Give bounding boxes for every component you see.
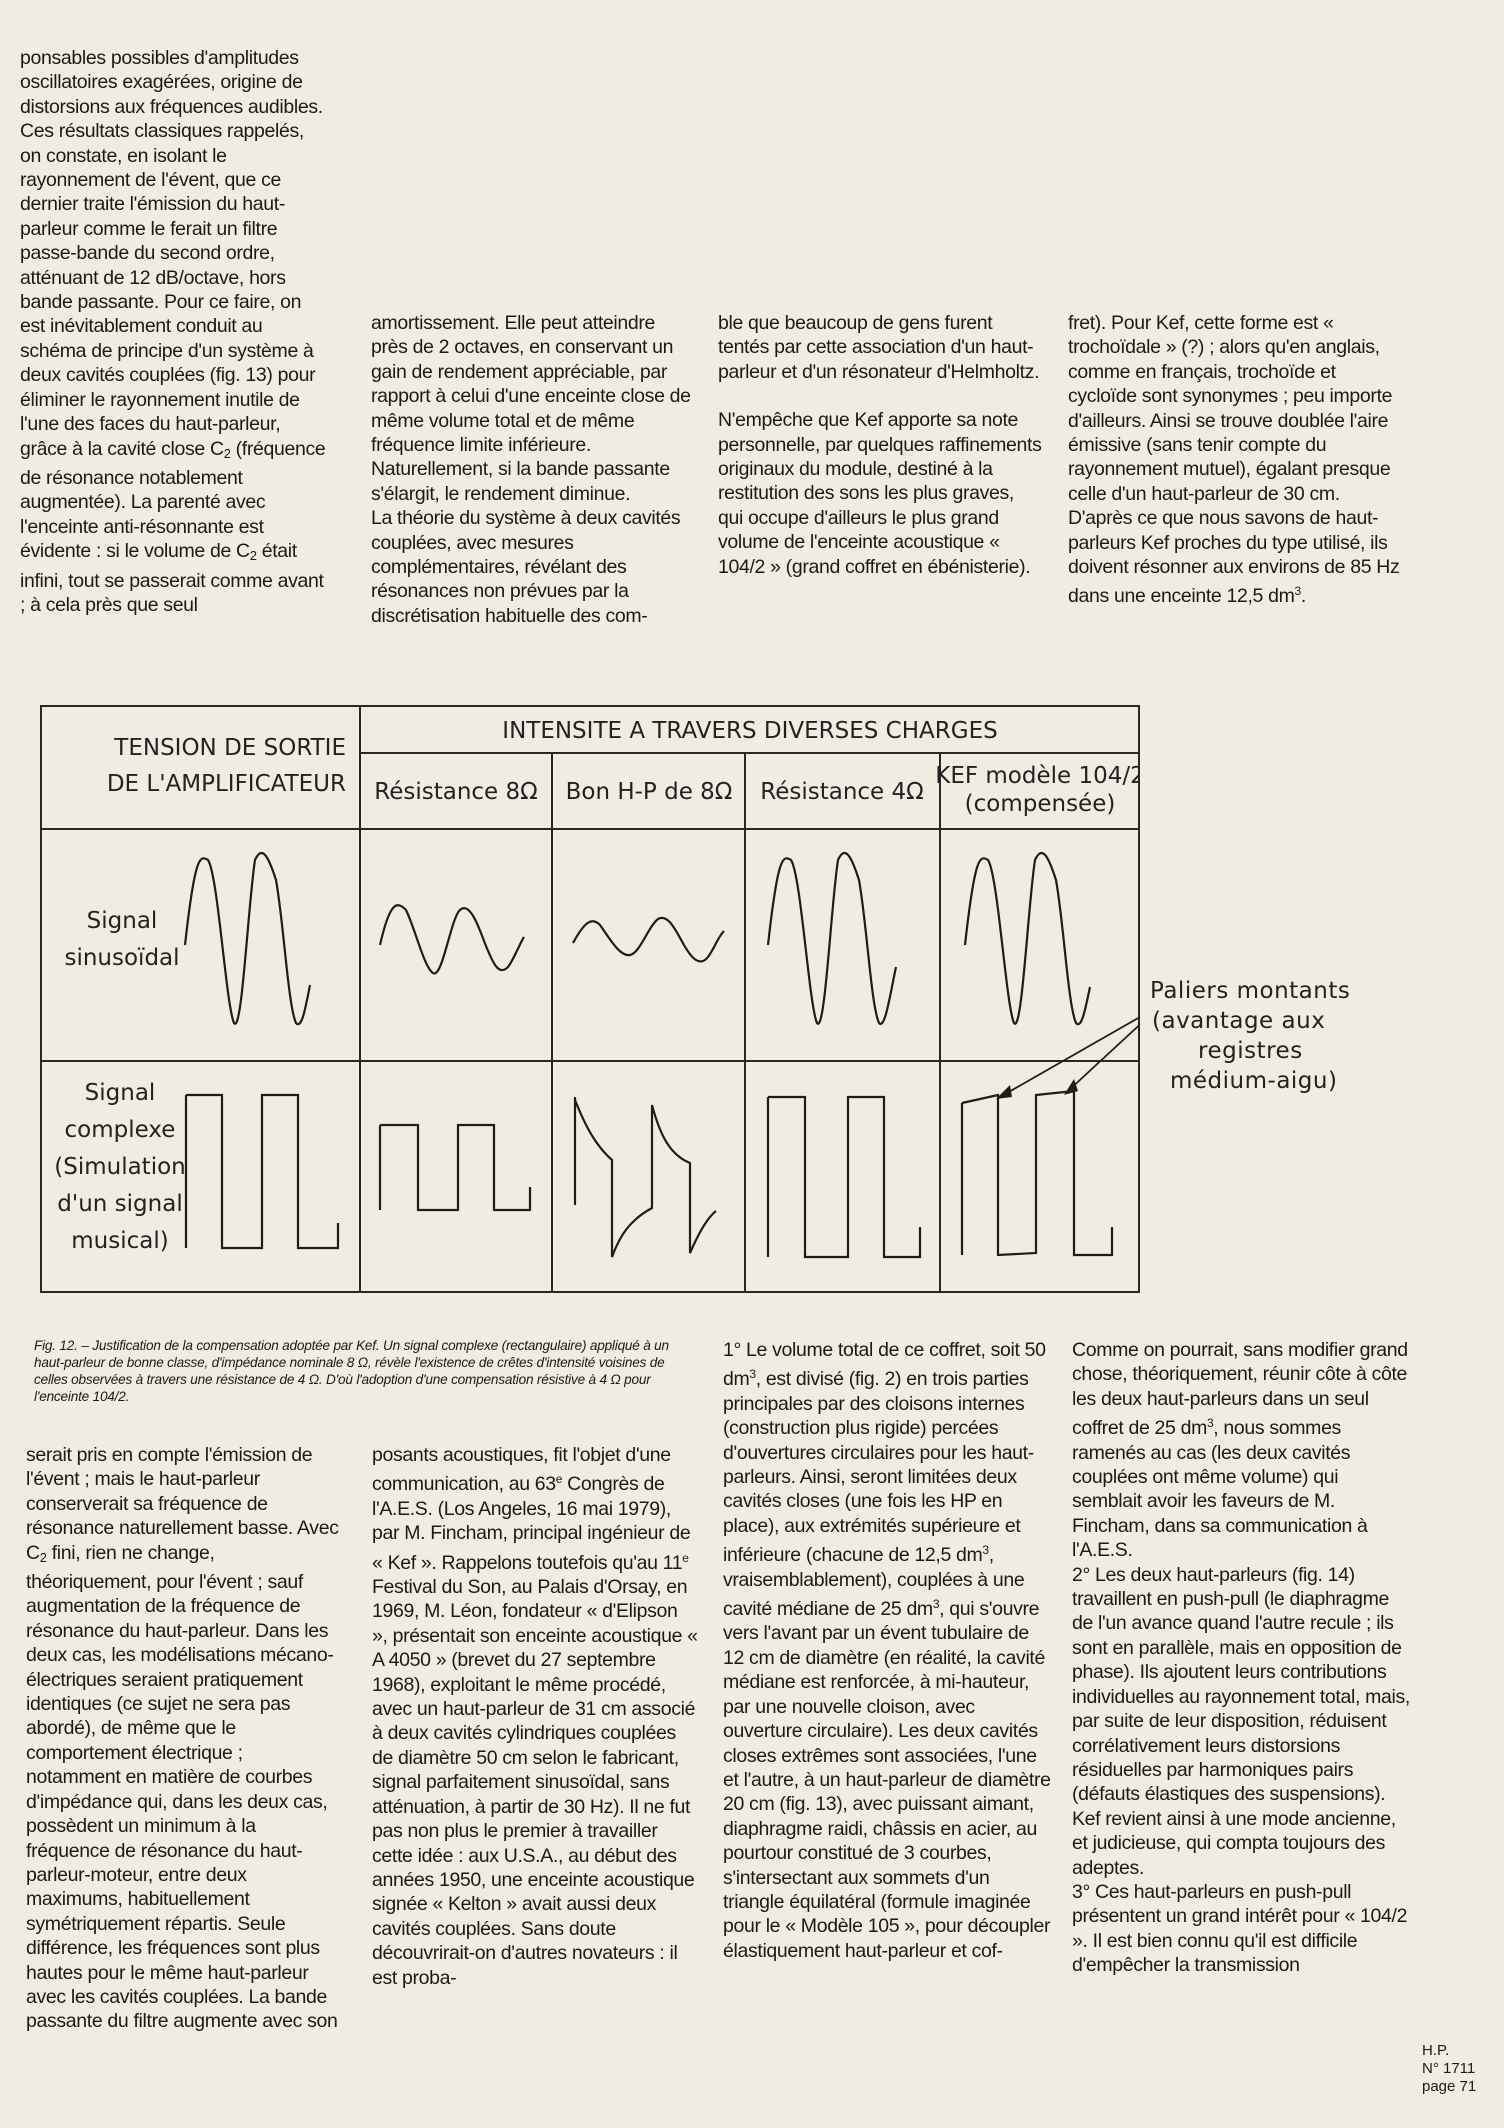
caption-label: Fig. 12. — [34, 1338, 78, 1353]
bottom-column-4 — [1072, 1338, 1410, 1978]
square-wave-amplifier — [186, 1095, 338, 1248]
row-label-complex-1: Signal — [84, 1080, 156, 1106]
square-wave-resistance-8 — [380, 1125, 530, 1210]
paragraph: fret). Pour Kef, cette forme est « trochoïdale » (?) ; alors qu'en anglais, comme en français, trochoïde et cycloïde sont synonymes ; peu importe d'ailleurs. Ainsi se trouve doublée l'aire émissive (sans tenir compte du rayonnement mutuel), égalant presque celle d'un haut-parleur de 30 cm. D'après ce que nous savons de haut-parleurs Kef proches du type utilisé, ils doivent résonner aux environs de 85 Hz dans une enceinte 12,5 $dm^3$. — [1068, 312, 1400, 608]
row-label-sinus-2: sinusoïdal — [64, 945, 180, 971]
waveform-table — [40, 705, 1140, 1293]
figure-caption — [34, 1337, 694, 1405]
row-label-complex-5: musical) — [71, 1228, 169, 1254]
sine-wave-resistance-8 — [380, 905, 524, 973]
paragraph: posants acoustiques, fit l'objet d'une communication, au 63e Congrès de l'A.E.S. (Los Angeles, 16 mai 1979), par M. Fincham, principal ingénieur de « Kef ». Rappelons toutefois qu'au 11e Festival du Son, au Palais d'Orsay, en 1969, M. Léon, fondateur « d'Elipson », présentait son enceinte acoustique « A 4050 » (brevet du 27 septembre 1968), exploitant le même procédé, avec un haut-parleur de 31 cm associé à deux cavités cylindriques couplées de diamètre 50 cm selon le fabricant, signal parfaitement sinusoïdal, sans atténuation, à partir de 30 Hz). Il ne fut pas non plus le premier à travailler cette idée : aux U.S.A., au début des années 1950, une enceinte acoustique signée « Kelton » avait aussi deux cavités couplées. Sans doute découvrirait-on d'autres novateurs : il est proba- — [372, 1444, 698, 1989]
col-header-kef-line-2: (compensée) — [964, 791, 1116, 817]
arrow-line-2 — [1068, 1005, 1140, 1091]
col-header-resistance-4: Résistance 4Ω — [760, 779, 924, 805]
square-wave-resistance-4 — [768, 1097, 920, 1257]
bottom-column-2 — [372, 1443, 698, 1990]
arrow-head-2 — [1064, 1079, 1078, 1095]
row-label-complex-2: complexe — [64, 1117, 176, 1143]
bottom-column-1 — [26, 1443, 342, 2034]
page-footer — [1422, 2042, 1492, 2096]
left-header-line-1: TENSION DE SORTIE — [114, 735, 346, 761]
footer-issue: N° 1711 — [1422, 2060, 1476, 2077]
paragraph: serait pris en compte l'émission de l'évent ; mais le haut-parleur conserverait sa fréquence de résonance naturellement basse. Avec $C_2$ fini, rien ne change, théoriquement, pour l'évent ; sauf augmentation de la fréquence de résonance du haut-parleur. Dans les deux cas, les modélisations mécano-électriques seraient pratiquement identiques (ce sujet ne sera pas abordé), de même que le comportement électrique ; notamment en matière de courbes d'impédance qui, dans les deux cas, possèdent un minimum à la fréquence de résonance du haut-parleur-moteur, entre deux maximums, habituellement symétriquement répartis. Seule différence, les fréquences sont plus hautes pour le même haut-parleur avec les cavités couplées. La bande passante du filtre augmente avec son — [26, 1444, 339, 2033]
sine-wave-amplifier — [185, 853, 310, 1024]
col-header-kef-line-1: KEF modèle 104/2 — [935, 763, 1140, 789]
top-column-4 — [1068, 311, 1408, 609]
footer-page-number: page 71 — [1422, 2078, 1477, 2095]
paragraph: ponsables possibles d'amplitudes oscillatoires exagérées, origine de distorsions aux fréquences audibles. — [20, 47, 323, 118]
top-column-1 — [20, 46, 328, 617]
row-label-sinus-1: Signal — [86, 908, 158, 934]
paragraph: La théorie du système à deux cavités couplées, avec mesures complémentaires, révélant des résonances non prévues par la discrétisation habituelle des com- — [371, 507, 681, 627]
arrow-line-1 — [1000, 1005, 1140, 1097]
paragraph: 3° Ces haut-parleurs en push-pull présentent un grand intérêt pour « 104/2 ». Il est bien connu qu'il est difficile d'empêcher la transmission — [1072, 1880, 1408, 1977]
col-header-hp-8: Bon H-P de 8Ω — [565, 779, 733, 805]
footer-magazine: H.P. — [1422, 2042, 1450, 2059]
paragraph: amortissement. Elle peut atteindre près de 2 octaves, en conservant un gain de rendement appréciable, par rapport à celui d'une enceinte close de même volume total et de même fréquence limite inférieure. Naturellement, si la bande passante s'élargit, le rendement diminue. — [371, 312, 691, 505]
row-label-complex-3: (Simulation — [54, 1154, 186, 1180]
row-label-complex-4: d'un signal — [57, 1191, 183, 1217]
arrow-head-1 — [996, 1085, 1012, 1099]
paragraph: Comme on pourrait, sans modifier grand chose, théoriquement, réunir côte à côte les deux haut-parleurs dans un seul coffret de 25 $dm^3$, nous sommes ramenés au cas (les deux cavités couplées ont même volume) qui semblait avoir les faveurs de M. Fincham, dans sa communication à l'A.E.S. — [1072, 1339, 1408, 1562]
paragraph: ble que beaucoup de gens furent tentés par cette association d'un haut-parleur et d'un résonateur d'Helmholtz. — [718, 312, 1040, 383]
paragraph: 2° Les deux haut-parleurs (fig. 14) travaillent en push-pull (le diaphragme de l'un avance quand l'autre recule ; ils sont en parallèle, mais en opposition de phase). Ils ajoutent leurs contributions individuelles au rayonnement total, mais, par suite de leur disposition, réduisent corrélativement leurs distorsions résiduelles par harmoniques pairs (défauts élastiques des suspensions). Kef revient ainsi à une mode ancienne, et judicieuse, qui compta toujours des adeptes. — [1072, 1563, 1410, 1879]
paragraph: 1° Le volume total de ce coffret, soit 50 $dm^3$, est divisé (fig. 2) en trois parties principales par des cloisons internes (construction plus rigide) percées d'ouvertures circulaires pour les haut-parleurs. Ainsi, seront limitées deux cavités closes (une fois les HP en place), aux extrémités supérieure et inférieure (chacune de 12,5 $dm^3$, vraisemblablement), couplées à une cavité médiane de 25 $dm^3$, qui s'ouvre vers l'avant par un évent tubulaire de 12 cm de diamètre (en réalité, la cavité médiane est renforcée, à mi-hauteur, par une nouvelle cloison, avec ouverture circulaire). Les deux cavités closes extrêmes sont associées, l'une et l'autre, à un haut-parleur de diamètre 20 cm (fig. 13), avec puissant aimant, diaphragme raidi, châssis en acier, au pourtour constitué de 3 courbes, s'intersectant aux sommets d'un triangle équilatéral (formule imaginée pour le « Modèle 105 », pour découpler élastiquement haut-parleur et cof- — [723, 1339, 1051, 1962]
col-header-resistance-8: Résistance 8Ω — [374, 779, 538, 805]
annotation-line: (avantage aux — [1152, 1008, 1326, 1034]
paragraph: N'empêche que Kef apporte sa note personnelle, par quelques raffinements originaux du module, destiné à la restitution des sons les plus graves, qui occupe d'ailleurs le plus grand volume de l'enceinte acoustique « 104/2 » (grand coffret en ébénisterie). — [718, 409, 1042, 578]
sine-wave-hp-8 — [573, 918, 724, 962]
annotation-paliers — [1150, 976, 1380, 1096]
top-column-2 — [371, 311, 695, 628]
bottom-column-3 — [723, 1338, 1053, 1963]
square-wave-kef — [962, 1091, 1112, 1255]
caption-text: – Justification de la compensation adoptée par Kef. Un signal complexe (rectangulaire) appliqué à un haut-parleur de bonne classe, d'impédance nominale 8 Ω, révèle l'existence de crêtes d'intensité voisines de celles observées à travers une résistance de 4 Ω. D'où l'adoption d'une compensation résistive à 4 Ω pour l'enceinte 104/2. — [34, 1338, 669, 1404]
sine-wave-kef — [965, 853, 1090, 1024]
annotation-line: Paliers montants — [1150, 978, 1351, 1004]
figure-12-diagram — [40, 705, 1140, 1293]
paragraph: Ces résultats classiques rappelés, on constate, en isolant le rayonnement de l'évent, que ce dernier traite l'émission du haut-parleur comme le ferait un filtre passe-bande du second ordre, atténuant de 12 dB/octave, hors bande passante. Pour ce faire, on est inévitablement conduit au schéma de principe d'un système à deux cavités couplées (fig. 13) pour éliminer le rayonnement inutile de l'une des faces du haut-parleur, grâce à la cavité close $C_2$ (fréquence de résonance notablement augmentée). La parenté avec l'enceinte anti-résonnante est évidente : si le volume de $C_2$ était infini, tout se passerait comme avant ; à cela près que seul — [20, 120, 326, 616]
complex-wave-hp-8 — [575, 1097, 716, 1257]
annotation-line: médium-aigu) — [1170, 1068, 1338, 1094]
top-column-3 — [718, 311, 1042, 579]
left-header-line-2: DE L'AMPLIFICATEUR — [106, 771, 346, 797]
sine-wave-resistance-4 — [768, 853, 896, 1024]
group-header: INTENSITE A TRAVERS DIVERSES CHARGES — [502, 718, 998, 744]
annotation-line: registres — [1198, 1038, 1303, 1064]
